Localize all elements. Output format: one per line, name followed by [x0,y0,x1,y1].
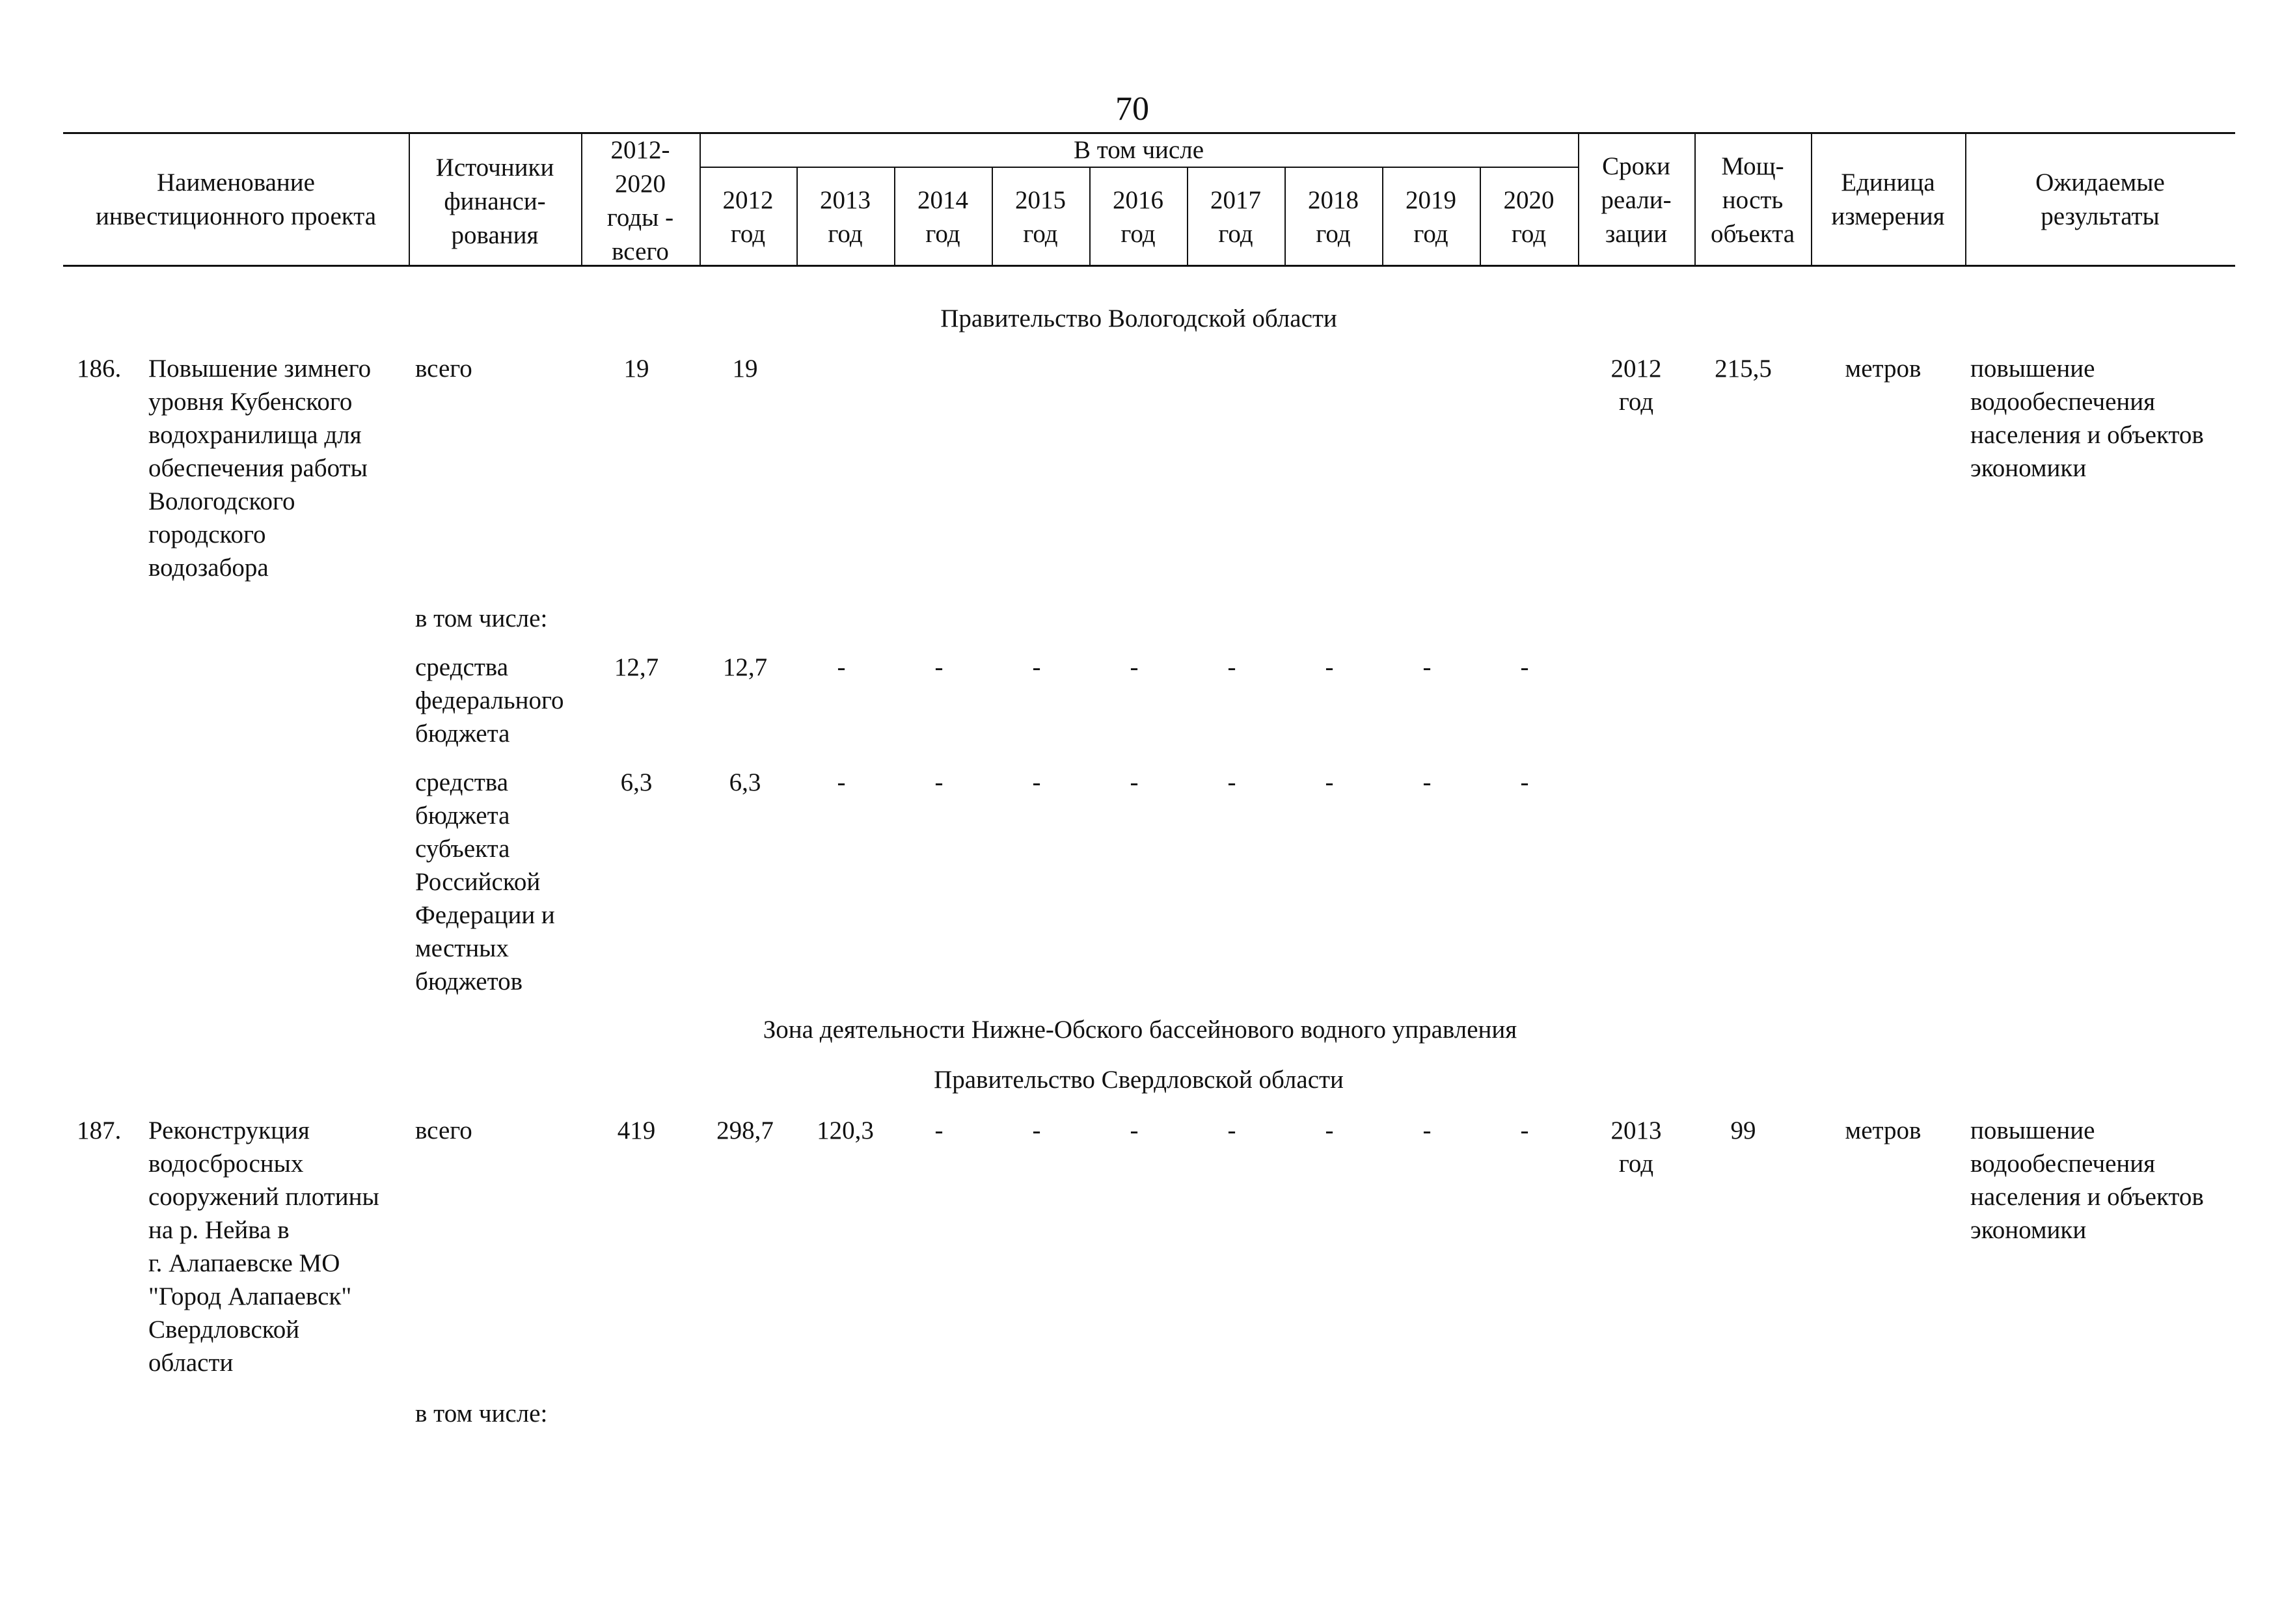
project-number: 187. [77,1116,122,1144]
including-label: в том числе: [415,1400,548,1428]
year-2020-value: - [1520,653,1529,681]
header-expected-results: Ожидаемые результаты [2035,169,2165,230]
year-2012-value: 12,7 [722,653,768,681]
year-2012-value: 6,3 [729,768,761,796]
unit-value: метров [1845,1116,1922,1144]
header-year-2014: 2014 год [917,186,968,248]
year-2016-value: - [1130,768,1139,796]
year-2019-value: - [1422,653,1432,681]
year-2019-value: - [1422,1116,1432,1144]
year-2015-value: - [1032,768,1041,796]
year-2012-value: 19 [732,355,758,383]
section-heading: Правительство Вологодской области [940,304,1337,332]
year-2017-value: - [1227,768,1236,796]
project-name: Повышение зимнего уровня Кубенского водохранилища для обеспечения работы Вологодского городского водозабора [148,355,372,582]
capacity-value: 215,5 [1715,355,1772,383]
year-2017-value: - [1227,653,1236,681]
year-2012-value: 298,7 [716,1116,774,1144]
year-2018-value: - [1325,653,1334,681]
expected-results: повышение водообеспечения населения и объектов экономики [1970,1116,2204,1244]
including-label: в том числе: [415,604,548,632]
year-2013-value: 120,3 [817,1116,874,1144]
funding-source: средства бюджета субъекта Российской Федерации и местных бюджетов [415,768,555,995]
year-2014-value: - [934,1116,944,1144]
year-2016-value: - [1130,1116,1139,1144]
total-value: 12,7 [614,653,659,681]
year-2018-value: - [1325,1116,1334,1144]
expected-results: повышение водообеспечения населения и объектов экономики [1970,355,2204,482]
implementation-period: 2012 год [1610,355,1662,416]
header-year-2020: 2020 год [1503,186,1555,248]
header-year-2018: 2018 год [1308,186,1359,248]
header-year-2016: 2016 год [1113,186,1163,248]
project-name: Реконструкция водосбросных сооружений плотины на р. Нейва в г. Алапаевске МО "Город Алапаевск" Свердловской области [148,1116,379,1377]
header-year-2019: 2019 год [1406,186,1456,248]
header-project-name: Наименование инвестиционного проекта [95,169,377,230]
header-funding-sources: Источники финанси- рования [435,154,554,249]
funding-source: всего [415,1116,472,1144]
year-2015-value: - [1032,653,1041,681]
page-number: 70 [1115,90,1149,128]
header-capacity: Мощ- ность объекта [1710,152,1795,248]
total-value: 19 [623,355,649,383]
funding-source: всего [415,355,472,383]
header-total-2012-2020: 2012- 2020 годы - всего [606,136,674,265]
header-year-2012: 2012 год [722,186,774,248]
year-2014-value: - [934,653,944,681]
project-number: 186. [77,355,122,383]
unit-value: метров [1845,355,1922,383]
section-heading: Правительство Свердловской области [934,1066,1344,1094]
year-2018-value: - [1325,768,1334,796]
header-implementation-period: Сроки реали- зации [1601,152,1672,248]
header-year-2015: 2015 год [1015,186,1066,248]
year-2017-value: - [1227,1116,1236,1144]
header-year-2017: 2017 год [1210,186,1261,248]
section-heading: Зона деятельности Нижне-Обского бассейнового водного управления [763,1016,1517,1044]
year-2015-value: - [1032,1116,1041,1144]
total-value: 6,3 [620,768,653,796]
total-value: 419 [617,1116,656,1144]
year-2013-value: - [837,653,846,681]
year-2016-value: - [1130,653,1139,681]
header-bottom-rule [63,265,2235,267]
header-unit: Единица измерения [1831,169,1945,230]
funding-source: средства федерального бюджета [415,653,564,748]
header-year-2013: 2013 год [820,186,871,248]
year-2019-value: - [1422,768,1432,796]
year-2020-value: - [1520,1116,1529,1144]
capacity-value: 99 [1730,1116,1756,1144]
year-2020-value: - [1520,768,1529,796]
year-2013-value: - [837,768,846,796]
year-2014-value: - [934,768,944,796]
header-including: В том числе [1073,136,1204,164]
implementation-period: 2013 год [1610,1116,1662,1178]
